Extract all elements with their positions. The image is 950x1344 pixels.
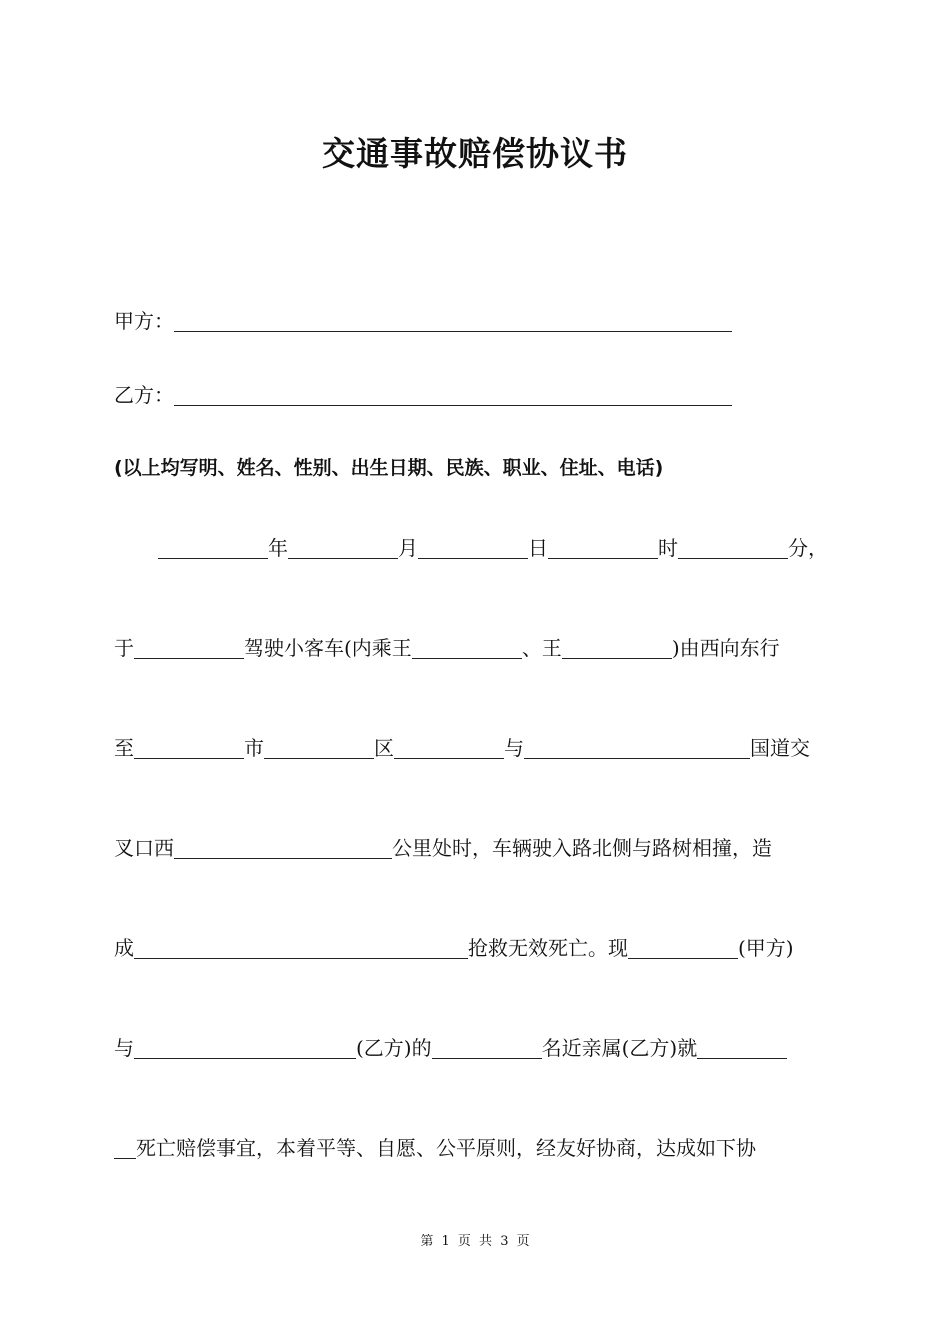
blank-hour[interactable]	[548, 536, 658, 559]
text-death: 抢救无效死亡。现	[468, 936, 628, 960]
text-highway: 国道交	[750, 736, 810, 760]
blank-deceased[interactable]	[697, 1036, 787, 1059]
blank-passenger-2[interactable]	[562, 636, 672, 659]
party-a-blank[interactable]	[174, 309, 732, 332]
text-party-a: (甲方)	[738, 936, 794, 960]
text-drive-car: 驾驶小客车(内乘王	[244, 636, 412, 660]
body-line-5	[114, 933, 794, 963]
party-a-line	[114, 306, 732, 336]
blank-victim[interactable]	[134, 936, 468, 959]
blank-year[interactable]	[158, 536, 268, 559]
blank-city[interactable]	[134, 736, 244, 759]
text-agreement: 死亡赔偿事宜，本着平等、自愿、公平原则，经友好协商，达成如下协	[136, 1136, 756, 1160]
text-to: 至	[114, 736, 134, 760]
blank-party-a[interactable]	[628, 936, 738, 959]
text-month: 月	[398, 536, 418, 560]
text-hour: 时	[658, 536, 678, 560]
blank-km[interactable]	[174, 836, 392, 859]
blank-deceased-cont[interactable]	[114, 1136, 136, 1159]
blank-party-b[interactable]	[134, 1036, 356, 1059]
info-note: (以上均写明、姓名、性别、出生日期、民族、职业、住址、电话)	[114, 457, 664, 479]
body-line-1	[158, 533, 828, 563]
text-collision: 公里处时，车辆驶入路北侧与路树相撞，造	[392, 836, 772, 860]
text-minute: 分，	[788, 536, 828, 560]
party-a-label: 甲方：	[114, 309, 174, 333]
blank-passenger-1[interactable]	[412, 636, 522, 659]
blank-day[interactable]	[418, 536, 528, 559]
body-line-6	[114, 1033, 787, 1063]
blank-road[interactable]	[394, 736, 504, 759]
text-at: 于	[114, 636, 134, 660]
text-city: 市	[244, 736, 264, 760]
blank-month[interactable]	[288, 536, 398, 559]
blank-minute[interactable]	[678, 536, 788, 559]
text-and: 与	[504, 736, 524, 760]
party-b-label: 乙方：	[114, 383, 174, 407]
blank-relative-count[interactable]	[432, 1036, 542, 1059]
text-with: 与	[114, 1036, 134, 1060]
party-b-line	[114, 380, 732, 410]
text-party-b: (乙方)的	[356, 1036, 432, 1060]
blank-district[interactable]	[264, 736, 374, 759]
text-district: 区	[374, 736, 394, 760]
text-cause: 成	[114, 936, 134, 960]
text-year: 年	[268, 536, 288, 560]
body-line-7	[114, 1133, 756, 1163]
text-wang: 、王	[521, 636, 562, 660]
text-relatives: 名近亲属(乙方)就	[541, 1036, 698, 1060]
page-footer: 第 1 页 共 3 页	[420, 1234, 530, 1249]
party-b-blank[interactable]	[174, 383, 732, 406]
blank-highway[interactable]	[524, 736, 750, 759]
document-title: 交通事故赔偿协议书	[322, 134, 628, 173]
text-intersection: 叉口西	[114, 836, 174, 860]
body-line-3	[114, 733, 810, 763]
blank-driver[interactable]	[134, 636, 244, 659]
body-line-4	[114, 833, 772, 863]
text-day: 日	[528, 536, 548, 560]
text-direction: )由西向东行	[671, 636, 780, 660]
body-line-2	[114, 633, 780, 663]
